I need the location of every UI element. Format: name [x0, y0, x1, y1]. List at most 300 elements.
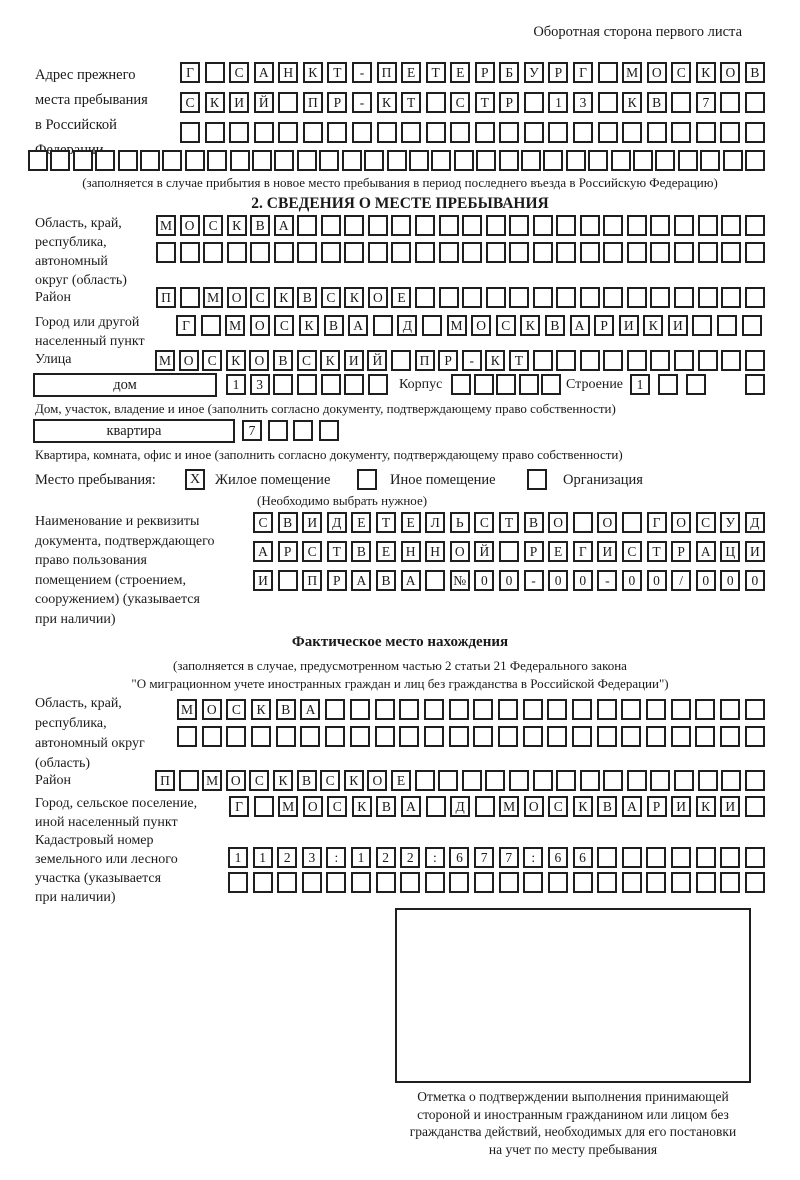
char-box	[499, 541, 519, 562]
char-box: О	[179, 350, 199, 371]
char-box	[300, 726, 320, 747]
char-box	[611, 150, 631, 171]
apartment-cells	[242, 420, 339, 441]
char-box: В	[376, 570, 396, 591]
char-box	[533, 770, 553, 791]
char-box: Е	[548, 541, 568, 562]
char-box: И	[745, 541, 765, 562]
char-box	[422, 315, 442, 336]
char-box	[745, 215, 765, 236]
char-box: 1	[351, 847, 371, 868]
char-box: М	[202, 770, 222, 791]
char-box	[415, 287, 435, 308]
char-box: С	[253, 512, 273, 533]
actual-city-label-line: иной населенный пункт	[35, 815, 178, 830]
stamp-caption-line: стороной и иностранным гражданином или лицом без	[417, 1106, 729, 1122]
char-box	[646, 872, 666, 893]
char-box	[580, 242, 600, 263]
document-label-line: Наименование и реквизиты	[35, 514, 200, 529]
char-box	[533, 350, 553, 371]
char-box	[439, 215, 459, 236]
char-box: С	[496, 315, 516, 336]
document-label-line: помещением (строением,	[35, 572, 186, 588]
char-box: К	[485, 350, 505, 371]
cadastral-label-line: Кадастровый номер	[35, 833, 154, 848]
char-box	[180, 122, 200, 143]
char-box	[321, 215, 341, 236]
document-row-1	[253, 512, 765, 533]
char-box	[203, 242, 223, 263]
char-box: П	[302, 570, 322, 591]
char-box: 7	[474, 847, 494, 868]
char-box: Е	[391, 287, 411, 308]
char-box	[454, 150, 474, 171]
apartment-box-label: квартира	[33, 419, 235, 443]
char-box	[597, 726, 617, 747]
char-box: А	[696, 541, 716, 562]
char-box	[745, 770, 765, 791]
char-box: А	[570, 315, 590, 336]
char-box: К	[622, 92, 642, 113]
char-box: С	[321, 287, 341, 308]
char-box	[695, 699, 715, 720]
char-box	[523, 699, 543, 720]
char-box	[268, 420, 288, 441]
char-box: С	[229, 62, 249, 83]
char-box: К	[320, 350, 340, 371]
char-box	[251, 726, 271, 747]
char-box: 3	[573, 92, 593, 113]
char-box	[499, 150, 519, 171]
char-box	[556, 215, 576, 236]
char-box	[603, 287, 623, 308]
char-box	[273, 374, 293, 395]
char-box	[297, 242, 317, 263]
char-box	[425, 570, 445, 591]
char-box	[698, 770, 718, 791]
char-box: О	[548, 512, 568, 533]
char-box	[415, 215, 435, 236]
char-box	[278, 570, 298, 591]
char-box	[523, 726, 543, 747]
char-box	[541, 374, 561, 395]
char-box: К	[643, 315, 663, 336]
char-box: 2	[277, 847, 297, 868]
char-box: 7	[499, 847, 519, 868]
char-box	[745, 699, 765, 720]
char-box	[277, 872, 297, 893]
char-box: О	[180, 215, 200, 236]
char-box: О	[597, 512, 617, 533]
char-box	[547, 699, 567, 720]
char-box: К	[377, 92, 397, 113]
char-box: П	[377, 62, 397, 83]
char-box	[548, 872, 568, 893]
char-box	[368, 215, 388, 236]
char-box: Р	[499, 92, 519, 113]
char-box	[140, 150, 160, 171]
char-box	[401, 122, 421, 143]
char-box	[321, 242, 341, 263]
char-box: Г	[573, 541, 593, 562]
char-box: 3	[302, 847, 322, 868]
char-box: К	[696, 62, 716, 83]
char-box	[253, 872, 273, 893]
char-box: О	[250, 315, 270, 336]
char-box	[674, 770, 694, 791]
char-box	[521, 150, 541, 171]
char-box	[326, 872, 346, 893]
prev-address-row-2	[180, 92, 765, 113]
char-box: А	[351, 570, 371, 591]
char-box	[678, 150, 698, 171]
char-box: Г	[573, 62, 593, 83]
char-box	[717, 315, 737, 336]
char-box: М	[278, 796, 298, 817]
char-box	[297, 215, 317, 236]
char-box: О	[720, 62, 740, 83]
char-box	[201, 315, 221, 336]
char-box	[720, 872, 740, 893]
char-box: 2	[376, 847, 396, 868]
char-box	[627, 770, 647, 791]
char-box	[650, 287, 670, 308]
char-box	[344, 242, 364, 263]
prev-address-note: (заполняется в случае прибытия в новое место пребывания в период последнего въезда в Российскую Федерацию)	[82, 175, 718, 190]
char-box: К	[226, 350, 246, 371]
char-box	[486, 242, 506, 263]
street-row	[155, 350, 765, 371]
char-box: 7	[242, 420, 262, 441]
char-box	[721, 350, 741, 371]
char-box	[162, 150, 182, 171]
char-box: И	[302, 512, 322, 533]
char-box	[352, 122, 372, 143]
char-box: О	[368, 287, 388, 308]
char-box: С	[450, 92, 470, 113]
char-box	[627, 242, 647, 263]
char-box	[391, 215, 411, 236]
char-box: К	[299, 315, 319, 336]
char-box: К	[573, 796, 593, 817]
char-box: Р	[671, 541, 691, 562]
actual-region-label	[35, 694, 145, 774]
char-box	[745, 847, 765, 868]
char-box: М	[622, 62, 642, 83]
char-box: С	[474, 512, 494, 533]
char-box: К	[696, 796, 716, 817]
char-box	[674, 350, 694, 371]
char-box	[475, 796, 495, 817]
house-box-label: дом	[33, 373, 217, 397]
char-box	[438, 770, 458, 791]
char-box: Т	[499, 512, 519, 533]
char-box	[622, 122, 642, 143]
char-box	[425, 872, 445, 893]
char-box: С	[548, 796, 568, 817]
char-box	[180, 287, 200, 308]
char-box: И	[597, 541, 617, 562]
char-box	[696, 122, 716, 143]
char-box: У	[524, 62, 544, 83]
char-box	[474, 872, 494, 893]
char-box: 0	[647, 570, 667, 591]
char-box	[376, 872, 396, 893]
char-box	[274, 242, 294, 263]
char-box	[439, 287, 459, 308]
char-box: Е	[376, 541, 396, 562]
char-box	[671, 726, 691, 747]
char-box: А	[348, 315, 368, 336]
char-box	[603, 215, 623, 236]
char-box: 1	[548, 92, 568, 113]
char-box	[325, 699, 345, 720]
char-box: Л	[425, 512, 445, 533]
char-box: С	[250, 287, 270, 308]
char-box	[226, 726, 246, 747]
stamp-caption	[385, 1088, 761, 1158]
char-box: В	[745, 62, 765, 83]
char-box	[230, 150, 250, 171]
cadastral-label-line: участка (указывается	[35, 871, 162, 886]
char-box	[745, 350, 765, 371]
char-box: №	[450, 570, 470, 591]
actual-location-note-1: (заполняется в случае, предусмотренном частью 2 статьи 21 Федерального закона	[173, 658, 627, 673]
char-box: Н	[401, 541, 421, 562]
char-box	[297, 150, 317, 171]
char-box	[391, 242, 411, 263]
char-box	[426, 796, 446, 817]
char-box	[462, 287, 482, 308]
char-box	[278, 92, 298, 113]
char-box: :	[326, 847, 346, 868]
char-box: -	[352, 62, 372, 83]
char-box	[400, 872, 420, 893]
stay-type-label: Место пребывания:	[35, 472, 156, 488]
char-box: М	[499, 796, 519, 817]
char-box: 7	[696, 92, 716, 113]
stroenie-cells	[630, 374, 706, 395]
char-box: К	[251, 699, 271, 720]
cadastral-label-line: земельного или лесного	[35, 852, 178, 867]
house-cells	[226, 374, 388, 395]
char-box	[533, 287, 553, 308]
char-box	[278, 122, 298, 143]
char-box	[745, 150, 765, 171]
char-box	[598, 92, 618, 113]
actual-city-label-line: Город, сельское поселение,	[35, 796, 198, 811]
char-box	[524, 122, 544, 143]
char-box	[721, 215, 741, 236]
char-box	[597, 847, 617, 868]
char-box: :	[523, 847, 543, 868]
char-box	[118, 150, 138, 171]
char-box	[227, 242, 247, 263]
char-box: О	[647, 62, 667, 83]
char-box	[695, 726, 715, 747]
char-box	[424, 699, 444, 720]
char-box	[674, 242, 694, 263]
char-box	[671, 699, 691, 720]
char-box: О	[367, 770, 387, 791]
char-box: И	[344, 350, 364, 371]
char-box	[426, 122, 446, 143]
char-box: К	[303, 62, 323, 83]
char-box: П	[303, 92, 323, 113]
char-box: И	[668, 315, 688, 336]
stamp-box	[395, 908, 751, 1083]
document-row-3	[253, 570, 765, 591]
char-box: П	[155, 770, 175, 791]
char-box: Т	[376, 512, 396, 533]
char-box	[627, 287, 647, 308]
char-box	[698, 242, 718, 263]
char-box: Т	[426, 62, 446, 83]
char-box: И	[671, 796, 691, 817]
char-box: К	[352, 796, 372, 817]
char-box: Г	[647, 512, 667, 533]
cadastral-row-2	[228, 872, 765, 893]
actual-region-row-2	[177, 726, 765, 747]
char-box	[179, 770, 199, 791]
char-box	[254, 122, 274, 143]
prev-address-row-3	[180, 122, 765, 143]
char-box: Т	[327, 62, 347, 83]
char-box: 0	[573, 570, 593, 591]
char-box	[598, 62, 618, 83]
stay-checkbox-other	[357, 469, 377, 490]
street-label: Улица	[35, 352, 72, 367]
document-label-line: при наличии)	[35, 611, 116, 627]
char-box: В	[545, 315, 565, 336]
char-box	[745, 374, 765, 395]
char-box: К	[520, 315, 540, 336]
char-box: К	[205, 92, 225, 113]
char-box	[745, 726, 765, 747]
char-box: М	[177, 699, 197, 720]
char-box: -	[597, 570, 617, 591]
char-box: Е	[450, 62, 470, 83]
char-box: :	[425, 847, 445, 868]
char-box	[745, 796, 765, 817]
char-box	[556, 287, 576, 308]
region-label-line: автономный	[35, 254, 108, 269]
document-label-line: документа, подтверждающего	[35, 533, 215, 549]
char-box: Й	[367, 350, 387, 371]
char-box	[556, 242, 576, 263]
char-box	[745, 872, 765, 893]
char-box	[350, 726, 370, 747]
char-box	[426, 92, 446, 113]
char-box: С	[297, 350, 317, 371]
char-box: 0	[622, 570, 642, 591]
char-box: Р	[475, 62, 495, 83]
char-box	[156, 242, 176, 263]
char-box	[293, 420, 313, 441]
char-box: Д	[397, 315, 417, 336]
char-box	[671, 872, 691, 893]
cadastral-label-line: при наличии)	[35, 890, 116, 905]
char-box	[473, 699, 493, 720]
char-box: Н	[278, 62, 298, 83]
char-box: С	[226, 699, 246, 720]
char-box	[622, 872, 642, 893]
char-box: Р	[548, 62, 568, 83]
prev-address-label	[35, 63, 148, 163]
stamp-caption-line: на учет по месту пребывания	[488, 1141, 658, 1157]
char-box	[486, 287, 506, 308]
char-box: А	[254, 62, 274, 83]
char-box	[698, 215, 718, 236]
char-box	[742, 315, 762, 336]
char-box	[473, 726, 493, 747]
char-box: В	[297, 770, 317, 791]
char-box: В	[524, 512, 544, 533]
char-box: В	[278, 512, 298, 533]
house-note: Дом, участок, владение и иное (заполнить согласно документу, подтверждающему право собственности)	[35, 401, 616, 416]
char-box	[646, 847, 666, 868]
char-box	[627, 215, 647, 236]
char-box	[658, 374, 678, 395]
char-box	[696, 872, 716, 893]
actual-city-row	[229, 796, 765, 817]
char-box	[580, 770, 600, 791]
char-box	[509, 242, 529, 263]
char-box: И	[253, 570, 273, 591]
char-box	[496, 374, 516, 395]
char-box	[451, 374, 471, 395]
char-box	[342, 150, 362, 171]
char-box: Т	[401, 92, 421, 113]
char-box: А	[622, 796, 642, 817]
char-box	[185, 150, 205, 171]
char-box: О	[249, 350, 269, 371]
char-box: А	[274, 215, 294, 236]
char-box	[523, 872, 543, 893]
actual-region-row-1	[177, 699, 765, 720]
char-box	[205, 62, 225, 83]
char-box	[319, 150, 339, 171]
char-box: Т	[509, 350, 529, 371]
char-box: В	[276, 699, 296, 720]
char-box: Т	[327, 541, 347, 562]
char-box	[572, 726, 592, 747]
char-box: С	[671, 62, 691, 83]
char-box	[373, 315, 393, 336]
char-box: О	[671, 512, 691, 533]
prev-address-label-line: Адрес прежнего	[35, 67, 136, 83]
char-box	[700, 150, 720, 171]
char-box: В	[250, 215, 270, 236]
char-box	[580, 287, 600, 308]
char-box: /	[671, 570, 691, 591]
char-box	[180, 242, 200, 263]
char-box	[580, 215, 600, 236]
char-box	[524, 92, 544, 113]
char-box: -	[352, 92, 372, 113]
char-box	[475, 122, 495, 143]
district-label: Район	[35, 290, 71, 305]
char-box	[723, 150, 743, 171]
cadastral-row-1	[228, 847, 765, 868]
char-box	[622, 847, 642, 868]
char-box: К	[344, 770, 364, 791]
char-box: К	[227, 215, 247, 236]
char-box	[598, 122, 618, 143]
char-box: С	[202, 350, 222, 371]
char-box: О	[524, 796, 544, 817]
apartment-note: Квартира, комната, офис и иное (заполнить согласно документу, подтверждающему право собственности)	[35, 447, 623, 462]
